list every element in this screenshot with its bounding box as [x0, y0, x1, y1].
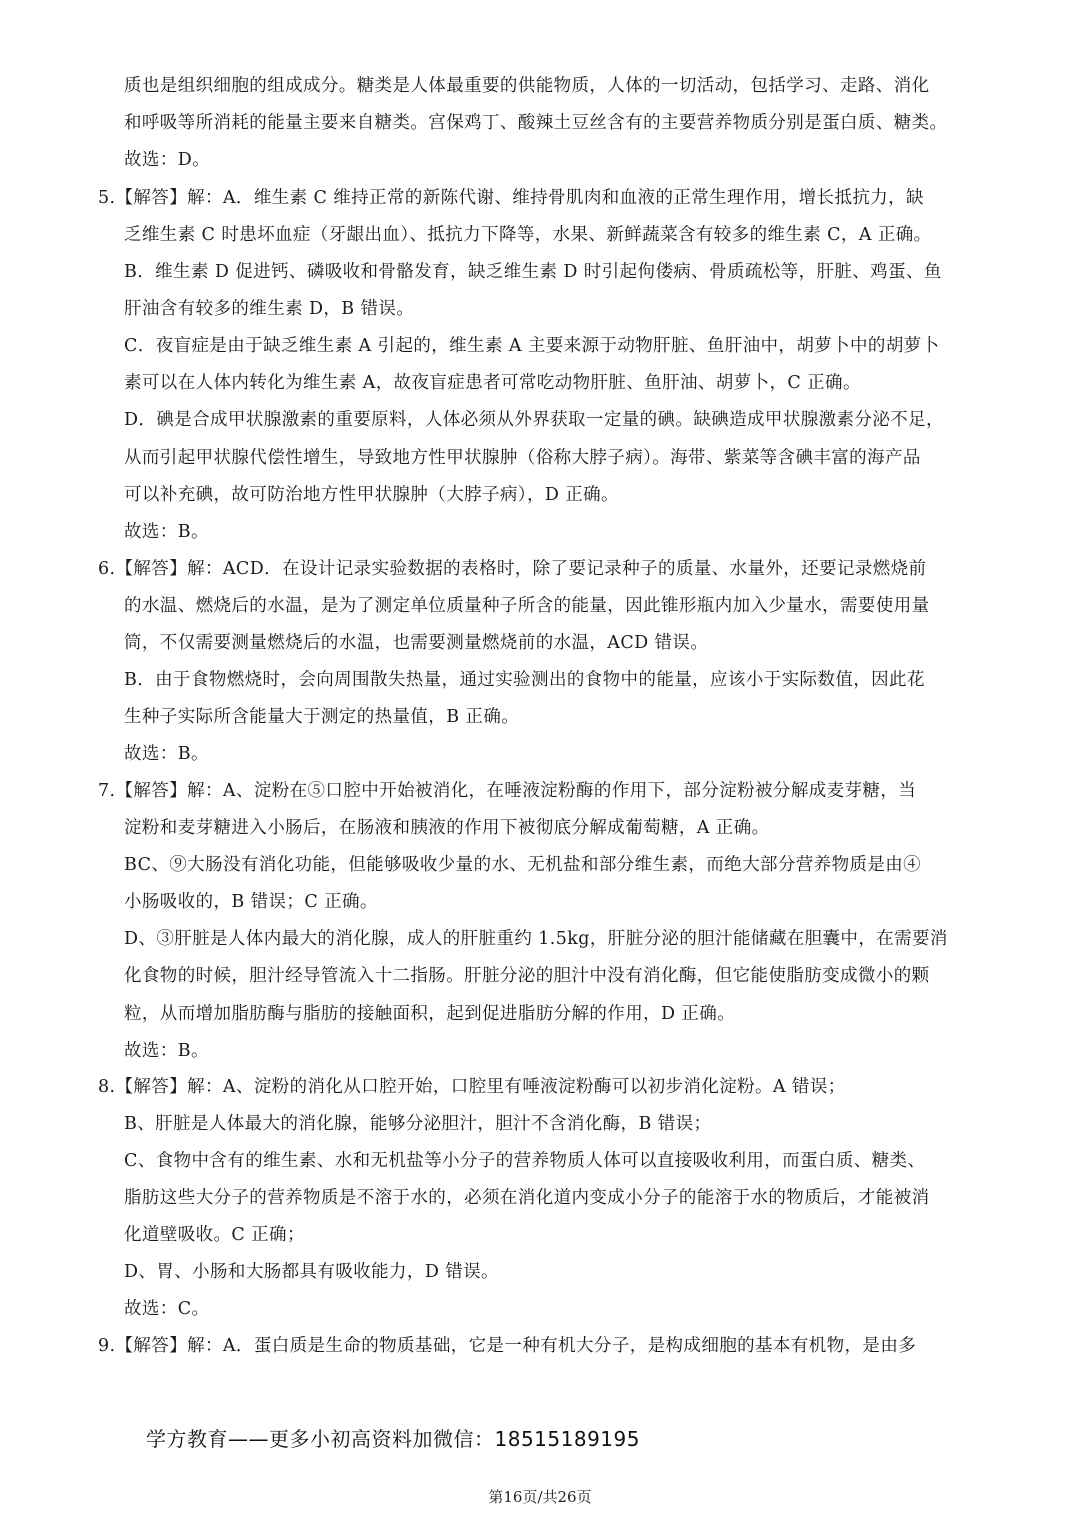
text-line: 粒，从而增加脂肪酶与脂肪的接触面积，起到促进脂肪分解的作用，D 正确。 [124, 1004, 736, 1024]
text-line: 生种子实际所含能量大于测定的热量值，B 正确。 [124, 707, 520, 727]
text-line: 7.【解答】解：A、淀粉在⑤口腔中开始被消化，在唾液淀粉酶的作用下，部分淀粉被分解成麦芽糖，当 [98, 781, 917, 801]
text-line: 故选：D。 [124, 150, 211, 170]
text-line: B．由于食物燃烧时，会向周围散失热量，通过实验测出的食物中的能量，应该小于实际数值，因此花 [124, 670, 925, 690]
text-line: 的水温、燃烧后的水温，是为了测定单位质量种子所含的能量，因此锥形瓶内加入少量水，需要使用量 [124, 596, 930, 616]
text-line: BC、⑨大肠没有消化功能，但能够吸收少量的水、无机盐和部分维生素，而绝大部分营养物质是由④ [124, 855, 922, 875]
text-line: D、胃、小肠和大肠都具有吸收能力，D 错误。 [124, 1262, 499, 1282]
text-line: D、③肝脏是人体内最大的消化腺，成人的肝脏重约 1.5kg，肝脏分泌的胆汁能储藏在胆囊中，在需要消 [124, 929, 948, 949]
text-line: 故选：B。 [124, 744, 209, 764]
text-line: 化道壁吸收。C 正确； [124, 1225, 305, 1245]
text-line: 质也是组织细胞的组成成分。糖类是人体最重要的供能物质，人体的一切活动，包括学习、走路、消化 [124, 76, 930, 96]
text-line: 和呼吸等所消耗的能量主要来自糖类。宫保鸡丁、酸辣土豆丝含有的主要营养物质分别是蛋白质、糖类。 [124, 113, 948, 133]
text-line: 9.【解答】解：A．蛋白质是生命的物质基础，它是一种有机大分子，是构成细胞的基本有机物，是由多 [98, 1336, 917, 1356]
text-line: D．碘是合成甲状腺激素的重要原料，人体必须从外界获取一定量的碘。缺碘造成甲状腺激素分泌不足， [124, 410, 944, 430]
text-line: C．夜盲症是由于缺乏维生素 A 引起的，维生素 A 主要来源于动物肝脏、鱼肝油中，胡萝卜中的胡萝卜 [124, 336, 940, 356]
text-line: 乏维生素 C 时患坏血症（牙龈出血）、抵抗力下降等，水果、新鲜蔬菜含有较多的维生素 C，A 正确。 [124, 225, 932, 245]
text-line: 8.【解答】解：A、淀粉的消化从口腔开始，口腔里有唾液淀粉酶可以初步消化淀粉。A 错误； [98, 1077, 846, 1097]
text-line: 故选：B。 [124, 522, 209, 542]
text-line: 从而引起甲状腺代偿性增生，导致地方性甲状腺肿（俗称大脖子病）。海带、紫菜等含碘丰富的海产品 [124, 448, 921, 468]
text-line: B．维生素 D 促进钙、磷吸收和骨骼发育，缺乏维生素 D 时引起佝偻病、骨质疏松等，肝脏、鸡蛋、鱼 [124, 262, 942, 282]
text-line: 5.【解答】解：A．维生素 C 维持正常的新陈代谢、维持骨肌肉和血液的正常生理作用，增长抵抗力，缺 [98, 188, 924, 208]
text-line: C、食物中含有的维生素、水和无机盐等小分子的营养物质人体可以直接吸收利用，而蛋白质、糖类、 [124, 1151, 926, 1171]
text-line: 脂肪这些大分子的营养物质是不溶于水的，必须在消化道内变成小分子的能溶于水的物质后，才能被消 [124, 1188, 930, 1208]
text-line: 素可以在人体内转化为维生素 A，故夜盲症患者可常吃动物肝脏、鱼肝油、胡萝卜，C 正确。 [124, 373, 861, 393]
text-line: 故选：B。 [124, 1041, 209, 1061]
footer-advertisement: 学方教育——更多小初高资料加微信：18515189195 [146, 1427, 640, 1451]
page-number: 第16页/共26页 [488, 1488, 592, 1506]
text-line: 淀粉和麦芽糖进入小肠后，在肠液和胰液的作用下被彻底分解成葡萄糖，A 正确。 [124, 818, 770, 838]
text-line: 小肠吸收的，B 错误；C 正确。 [124, 892, 378, 912]
text-line: 可以补充碘，故可防治地方性甲状腺肿（大脖子病），D 正确。 [124, 485, 619, 505]
text-line: 故选：C。 [124, 1299, 210, 1319]
text-line: 肝油含有较多的维生素 D，B 错误。 [124, 299, 415, 319]
text-line: 筒，不仅需要测量燃烧后的水温，也需要测量燃烧前的水温，ACD 错误。 [124, 633, 709, 653]
text-line: 6.【解答】解：ACD．在设计记录实验数据的表格时，除了要记录种子的质量、水量外，还要记录燃烧前 [98, 559, 927, 579]
text-line: B、肝脏是人体最大的消化腺，能够分泌胆汁，胆汁不含消化酶，B 错误； [124, 1114, 712, 1134]
text-line: 化食物的时候，胆汁经导管流入十二指肠。肝脏分泌的胆汁中没有消化酶，但它能使脂肪变成微小的颗 [124, 966, 930, 986]
